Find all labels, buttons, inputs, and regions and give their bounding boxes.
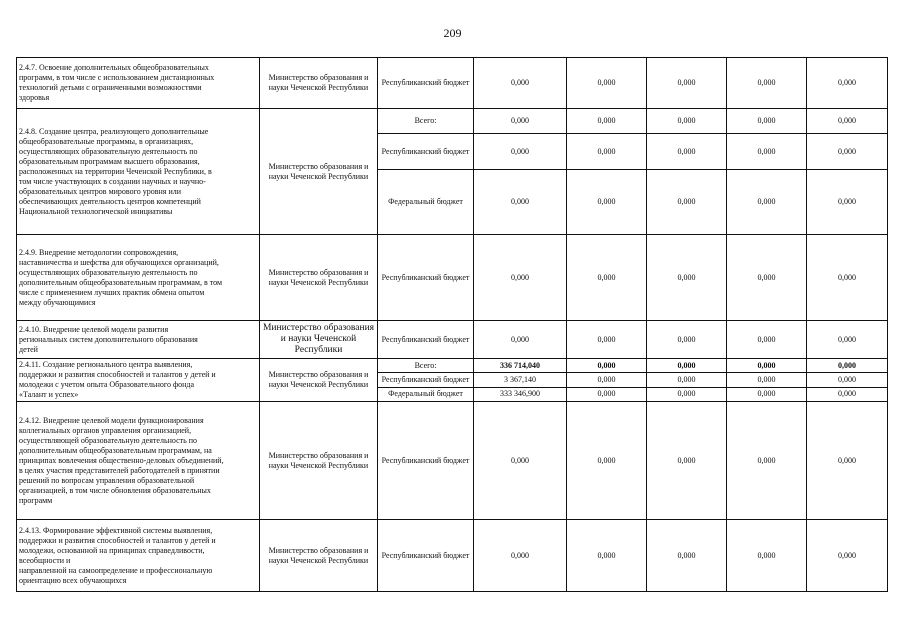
amount-cell: 0,000	[647, 359, 727, 373]
table-row	[17, 235, 888, 321]
amount-cell: 0,000	[647, 373, 727, 387]
table-row	[17, 520, 888, 592]
amount-cell: 0,000	[807, 58, 888, 109]
measure-cell	[17, 520, 260, 592]
amount-cell: 0,000	[474, 170, 567, 235]
amount-cell: 0,000	[807, 170, 888, 235]
measure-text-line: здоровья	[19, 93, 50, 102]
executor-cell: Министерство образования и науки Чеченской Республики	[260, 359, 378, 402]
measure-text-line: общеобразовательные программы, в организациях,	[19, 136, 194, 146]
measure-text-line: коллегиальных органов управления организацией,	[19, 425, 192, 435]
measure-text-line: 2.4.13. Формирование эффективной системы выявления,	[19, 525, 213, 535]
funding-source-cell: Федеральный бюджет	[378, 387, 474, 401]
measure-cell	[17, 109, 260, 235]
measure-text-line: наставничества и шефства для обучающихся организаций,	[19, 257, 219, 267]
amount-cell: 0,000	[567, 134, 647, 170]
measure-text-line: обеспечивающих деятельность центров компетенций	[19, 196, 201, 206]
amount-cell: 0,000	[807, 359, 888, 373]
funding-source-cell: Республиканский бюджет	[378, 520, 474, 592]
measure-cell	[17, 402, 260, 520]
funding-source-cell: Республиканский бюджет	[378, 321, 474, 359]
funding-source-cell: Всего:	[378, 109, 474, 134]
measure-text-line: осуществляющих образовательную деятельность по	[19, 146, 198, 156]
amount-cell: 0,000	[727, 387, 807, 401]
amount-cell: 0,000	[474, 109, 567, 134]
measure-text-line: молодежи с учетом опыта Образовательного фонда	[19, 380, 195, 389]
amount-cell: 0,000	[567, 170, 647, 235]
amount-cell: 0,000	[807, 134, 888, 170]
amount-cell: 0,000	[807, 235, 888, 321]
measure-text-line: между обучающимися	[19, 297, 96, 307]
measure-text-line: молодежи, основанной на принципах справедливости,	[19, 545, 205, 555]
amount-cell: 0,000	[474, 58, 567, 109]
amount-cell: 0,000	[567, 235, 647, 321]
measure-cell	[17, 58, 260, 109]
measure-text-line: программ	[19, 495, 53, 505]
amount-cell: 0,000	[647, 321, 727, 359]
measure-text-line: направленной на самоопределение и профессиональную	[19, 565, 213, 575]
amount-cell: 0,000	[474, 321, 567, 359]
amount-cell: 0,000	[807, 109, 888, 134]
measure-text-line: образовательным программам высшего образования,	[19, 156, 200, 166]
amount-cell: 0,000	[727, 109, 807, 134]
amount-cell: 0,000	[727, 321, 807, 359]
amount-cell: 0,000	[807, 387, 888, 401]
executor-cell: Министерство образования и науки Чеченской Республики	[260, 109, 378, 235]
measure-text-line: поддержки и развития способностей и талантов у детей и	[19, 370, 216, 379]
amount-cell: 0,000	[727, 170, 807, 235]
measure-text-line: детей	[19, 344, 38, 354]
amount-cell: 0,000	[807, 520, 888, 592]
measure-text-line: поддержки и развития способностей и талантов у детей и	[19, 535, 216, 545]
measure-text-line: 2.4.12. Внедрение целевой модели функционирования	[19, 415, 204, 425]
amount-cell: 0,000	[474, 402, 567, 520]
measure-text-line: дополнительным общеобразовательным программам, на	[19, 445, 212, 455]
measure-text-line: технологий детьми с ограниченными возможностями	[19, 83, 202, 92]
amount-cell: 0,000	[647, 58, 727, 109]
measure-text-line: том числе участвующих в создании научных и научно-	[19, 176, 206, 186]
table-row	[17, 58, 888, 109]
amount-cell: 0,000	[727, 402, 807, 520]
funding-source-cell: Республиканский бюджет	[378, 58, 474, 109]
measure-text-line: расположенных на территории Чеченской Республики, в	[19, 166, 212, 176]
table-row	[17, 109, 888, 134]
measure-text-line: программ, в том числе с использованием дистанционных	[19, 73, 215, 82]
amount-cell: 3 367,140	[474, 373, 567, 387]
page-number: 209	[443, 26, 462, 40]
measure-text-line: в целях участия представителей работодателей в принятии	[19, 465, 220, 475]
funding-source-cell: Всего:	[378, 359, 474, 373]
measure-text-line: осуществляющей образовательную деятельность по	[19, 435, 198, 445]
measure-text-line: ориентацию всех обучающихся	[19, 575, 127, 585]
amount-cell: 0,000	[567, 373, 647, 387]
amount-cell: 0,000	[647, 402, 727, 520]
measure-cell	[17, 359, 260, 402]
funding-source-cell: Федеральный бюджет	[378, 170, 474, 235]
measure-cell	[17, 235, 260, 321]
measure-text-line: 2.4.9. Внедрение методологии сопровождения,	[19, 247, 179, 257]
executor-cell: Министерство образования и науки Чеченской Республики	[260, 402, 378, 520]
amount-cell: 336 714,040	[474, 359, 567, 373]
measure-text-line: организацией, в том числе обновления образовательных	[19, 485, 211, 495]
measure-text-line: образовательных центров мирового уровня или	[19, 186, 182, 196]
measure-text-line: всеобщности и	[19, 555, 71, 565]
amount-cell: 0,000	[474, 134, 567, 170]
amount-cell: 0,000	[567, 109, 647, 134]
amount-cell: 0,000	[647, 109, 727, 134]
amount-cell: 0,000	[474, 520, 567, 592]
amount-cell: 0,000	[807, 373, 888, 387]
funding-source-cell: Республиканский бюджет	[378, 402, 474, 520]
measure-text-line: осуществляющих образовательную деятельность по	[19, 267, 198, 277]
executor-cell: Министерство образования и науки Чеченской Республики	[260, 58, 378, 109]
amount-cell: 0,000	[647, 170, 727, 235]
measure-text-line: числе с применением лучших практик обмена опытом	[19, 287, 205, 297]
measure-text-line: решений по вопросам управления образовательной	[19, 475, 195, 485]
measure-text-line: 2.4.8. Создание центра, реализующего дополнительные	[19, 126, 209, 136]
measure-text-line: региональных систем дополнительного образования	[19, 334, 198, 344]
amount-cell: 333 346,900	[474, 387, 567, 401]
measure-text-line: принципах вовлечения общественно-деловых объединений,	[19, 455, 224, 465]
funding-source-cell: Республиканский бюджет	[378, 373, 474, 387]
amount-cell: 0,000	[567, 321, 647, 359]
measure-cell	[17, 321, 260, 359]
amount-cell: 0,000	[567, 359, 647, 373]
measure-text-line: дополнительным общеобразовательным программам, в том	[19, 277, 223, 287]
amount-cell: 0,000	[567, 402, 647, 520]
measure-text-line: 2.4.11. Создание регионального центра выявления,	[19, 360, 193, 369]
amount-cell: 0,000	[807, 402, 888, 520]
amount-cell: 0,000	[647, 520, 727, 592]
measure-text-line: 2.4.10. Внедрение целевой модели развития	[19, 324, 169, 334]
amount-cell: 0,000	[727, 58, 807, 109]
table-row	[17, 402, 888, 520]
amount-cell: 0,000	[567, 520, 647, 592]
measure-text-line: 2.4.7. Освоение дополнительных общеобразовательных	[19, 63, 209, 72]
table-row	[17, 321, 888, 359]
funding-source-cell: Республиканский бюджет	[378, 134, 474, 170]
amount-cell: 0,000	[807, 321, 888, 359]
amount-cell: 0,000	[727, 235, 807, 321]
amount-cell: 0,000	[727, 373, 807, 387]
amount-cell: 0,000	[647, 387, 727, 401]
measure-text-line: Национальной технологической инициативы	[19, 206, 173, 216]
executor-cell: Министерство образования и науки Чеченской Республики	[260, 235, 378, 321]
funding-source-cell: Республиканский бюджет	[378, 235, 474, 321]
amount-cell: 0,000	[727, 134, 807, 170]
amount-cell: 0,000	[727, 359, 807, 373]
measure-text-line: «Талант и успех»	[19, 390, 79, 399]
amount-cell: 0,000	[647, 235, 727, 321]
amount-cell: 0,000	[647, 134, 727, 170]
executor-cell: Министерство образования и науки Чеченской Республики	[260, 321, 378, 359]
executor-cell: Министерство образования и науки Чеченской Республики	[260, 520, 378, 592]
amount-cell: 0,000	[567, 58, 647, 109]
amount-cell: 0,000	[567, 387, 647, 401]
amount-cell: 0,000	[474, 235, 567, 321]
table-row	[17, 359, 888, 373]
amount-cell: 0,000	[727, 520, 807, 592]
budget-table	[16, 57, 888, 592]
